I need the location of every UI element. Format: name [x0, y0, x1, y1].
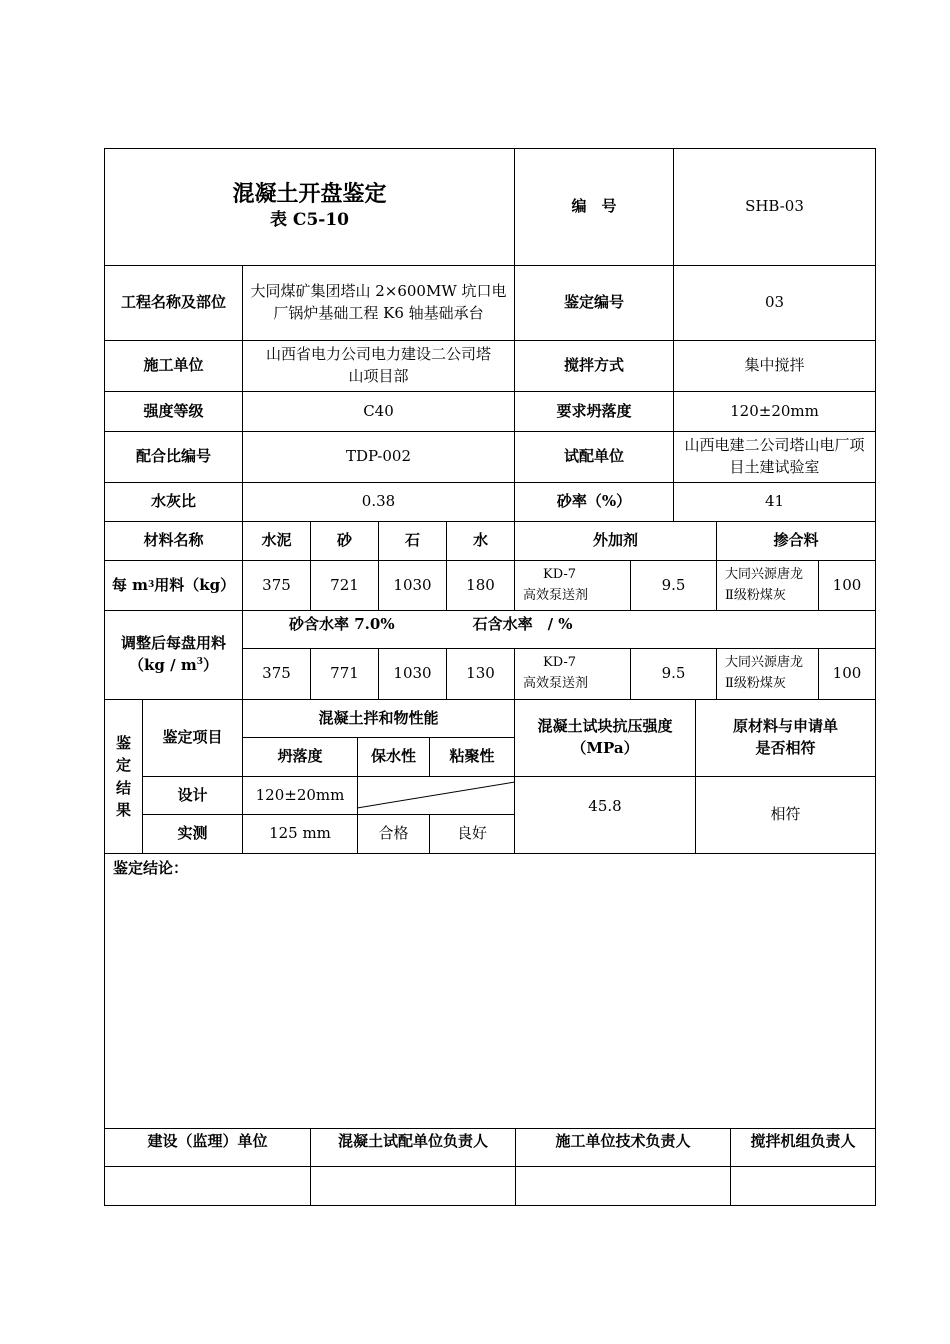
per-m3-addition-name: [716, 560, 819, 611]
match-header-line2: 是否相符: [755, 739, 816, 757]
strength-header-line2: （MPa）: [571, 739, 639, 757]
adjusted-admixture-line1: KD-7: [543, 655, 577, 671]
material-header-sand: 砂: [310, 521, 379, 561]
per-m3-label: [104, 560, 243, 611]
signature-label-construction-tech: 施工单位技术负责人: [515, 1128, 731, 1167]
per-m3-label-pre: 每 m: [111, 575, 148, 594]
actual-water-retention: 合格: [357, 814, 430, 854]
sub-header-slump: 坍落度: [242, 737, 358, 777]
title-sub: 表 C5-10: [270, 209, 349, 230]
conclusion-box: [104, 853, 876, 1129]
adjusted-cement: 375: [242, 648, 311, 700]
result-side-char-1: 鉴: [115, 733, 131, 752]
signature-field-supervision[interactable]: [104, 1166, 311, 1206]
mix-ratio-value: TDP-002: [242, 431, 515, 483]
per-m3-admixture-value: 9.5: [630, 560, 717, 611]
strike-through-line: [357, 776, 515, 815]
strength-header: [514, 699, 696, 777]
signature-label-mixer-crew: 搅拌机组负责人: [730, 1128, 876, 1167]
strength-value: 45.8: [514, 776, 696, 854]
strength-grade-label: 强度等级: [104, 391, 243, 432]
per-m3-addition-line1: 大同兴源唐龙: [725, 566, 804, 582]
adjusted-label-sup: 3: [196, 657, 203, 667]
per-m3-addition-line2: Ⅱ级粉煤灰: [725, 587, 786, 603]
signature-field-mixer-crew[interactable]: [730, 1166, 876, 1206]
trial-unit-value: 山西电建二公司塔山电厂项目土建试验室: [673, 431, 876, 483]
adjusted-water: 130: [446, 648, 515, 700]
actual-label: 实测: [142, 814, 243, 854]
workability-header: 混凝土拌和物性能: [242, 699, 515, 738]
per-m3-water: 180: [446, 560, 515, 611]
adjusted-admixture-value: 9.5: [630, 648, 717, 700]
moisture-sand: 砂含水率 7.0%: [289, 615, 395, 633]
slump-required-value: 120±20mm: [673, 391, 876, 432]
mixing-method-value: 集中搅拌: [673, 340, 876, 392]
form-title: [104, 148, 515, 266]
sand-ratio-label: 砂率（%）: [514, 482, 674, 522]
adjusted-label-line2: [129, 655, 218, 677]
adjusted-label-line1: 调整后每盘用料: [120, 634, 226, 653]
material-header-addition: 掺合料: [716, 521, 876, 561]
adjusted-addition-line2: Ⅱ级粉煤灰: [725, 676, 786, 691]
per-m3-admixture-line1: KD-7: [543, 566, 577, 582]
wc-ratio-value: 0.38: [242, 482, 515, 522]
design-slump: 120±20mm: [242, 776, 358, 815]
signature-field-construction-tech[interactable]: [515, 1166, 731, 1206]
number-label: 编 号: [514, 148, 674, 266]
sub-header-water-retention: 保水性: [357, 737, 430, 777]
material-header-admixture: 外加剂: [514, 521, 717, 561]
adjusted-addition-line1: 大同兴源唐龙: [725, 655, 804, 671]
signature-field-trial-unit[interactable]: [310, 1166, 516, 1206]
sub-header-cohesion: 粘聚性: [429, 737, 515, 777]
adjusted-label-post: ）: [202, 656, 218, 674]
title-main: 混凝土开盘鉴定: [232, 181, 387, 208]
design-na-cell: [357, 776, 515, 815]
adjusted-sand: 771: [310, 648, 379, 700]
per-m3-label-post: 用料（kg）: [154, 575, 236, 594]
per-m3-stone: 1030: [378, 560, 447, 611]
result-item-label: 鉴定项目: [142, 699, 243, 777]
match-value: 相符: [695, 776, 876, 854]
match-header: [695, 699, 876, 777]
adjusted-label: [104, 610, 243, 700]
per-m3-addition-value: 100: [818, 560, 876, 611]
materials-label: 材料名称: [104, 521, 243, 561]
per-m3-sand: 721: [310, 560, 379, 611]
adjusted-admixture-line2: 高效泵送剂: [523, 676, 589, 691]
number-value: SHB-03: [673, 148, 876, 266]
appraisal-form: [104, 148, 876, 1206]
adjusted-admixture-name: [514, 648, 631, 700]
strength-grade-value: C40: [242, 391, 515, 432]
result-side-char-4: 果: [115, 801, 131, 819]
wc-ratio-label: 水灰比: [104, 482, 243, 522]
result-side-label: [104, 699, 143, 854]
material-header-cement: 水泥: [242, 521, 311, 561]
adjusted-addition-value: 100: [818, 648, 876, 700]
mix-ratio-label: 配合比编号: [104, 431, 243, 483]
project-label: 工程名称及部位: [104, 265, 243, 341]
result-side-char-2: 定: [115, 756, 131, 774]
result-side-char-3: 结: [115, 778, 131, 797]
strength-header-line1: 混凝土试块抗压强度: [537, 717, 673, 736]
adjusted-addition-name: [716, 648, 819, 700]
slump-required-label: 要求坍落度: [514, 391, 674, 432]
mixing-method-label: 搅拌方式: [514, 340, 674, 392]
actual-slump: 125 mm: [242, 814, 358, 854]
per-m3-label-sup: 3: [147, 579, 155, 590]
moisture-row: [242, 610, 876, 649]
project-value: 大同煤矿集团塔山 2×600MW 坑口电厂锅炉基础工程 K6 轴基础承台: [242, 265, 515, 341]
material-header-stone: 石: [378, 521, 447, 561]
per-m3-admixture-name: [514, 560, 631, 611]
signature-label-trial-unit: 混凝土试配单位负责人: [310, 1128, 516, 1167]
identify-no-label: 鉴定编号: [514, 265, 674, 341]
adjusted-stone: 1030: [378, 648, 447, 700]
conclusion-label: 鉴定结论：: [113, 859, 189, 877]
signature-label-supervision: 建设（监理）单位: [104, 1128, 311, 1167]
trial-unit-label: 试配单位: [514, 431, 674, 483]
material-header-water: 水: [446, 521, 515, 561]
moisture-stone: 石含水率 / %: [472, 615, 573, 633]
design-label: 设计: [142, 776, 243, 815]
per-m3-cement: 375: [242, 560, 311, 611]
adjusted-label-pre: （kg / m: [129, 656, 197, 674]
match-header-line1: 原材料与申请单: [732, 717, 838, 736]
identify-no-value: 03: [673, 265, 876, 341]
construction-unit-label: 施工单位: [104, 340, 243, 392]
sand-ratio-value: 41: [673, 482, 876, 522]
actual-cohesion: 良好: [429, 814, 515, 854]
construction-unit-value: 山西省电力公司电力建设二公司塔山项目部: [242, 340, 515, 392]
per-m3-admixture-line2: 高效泵送剂: [523, 587, 589, 603]
